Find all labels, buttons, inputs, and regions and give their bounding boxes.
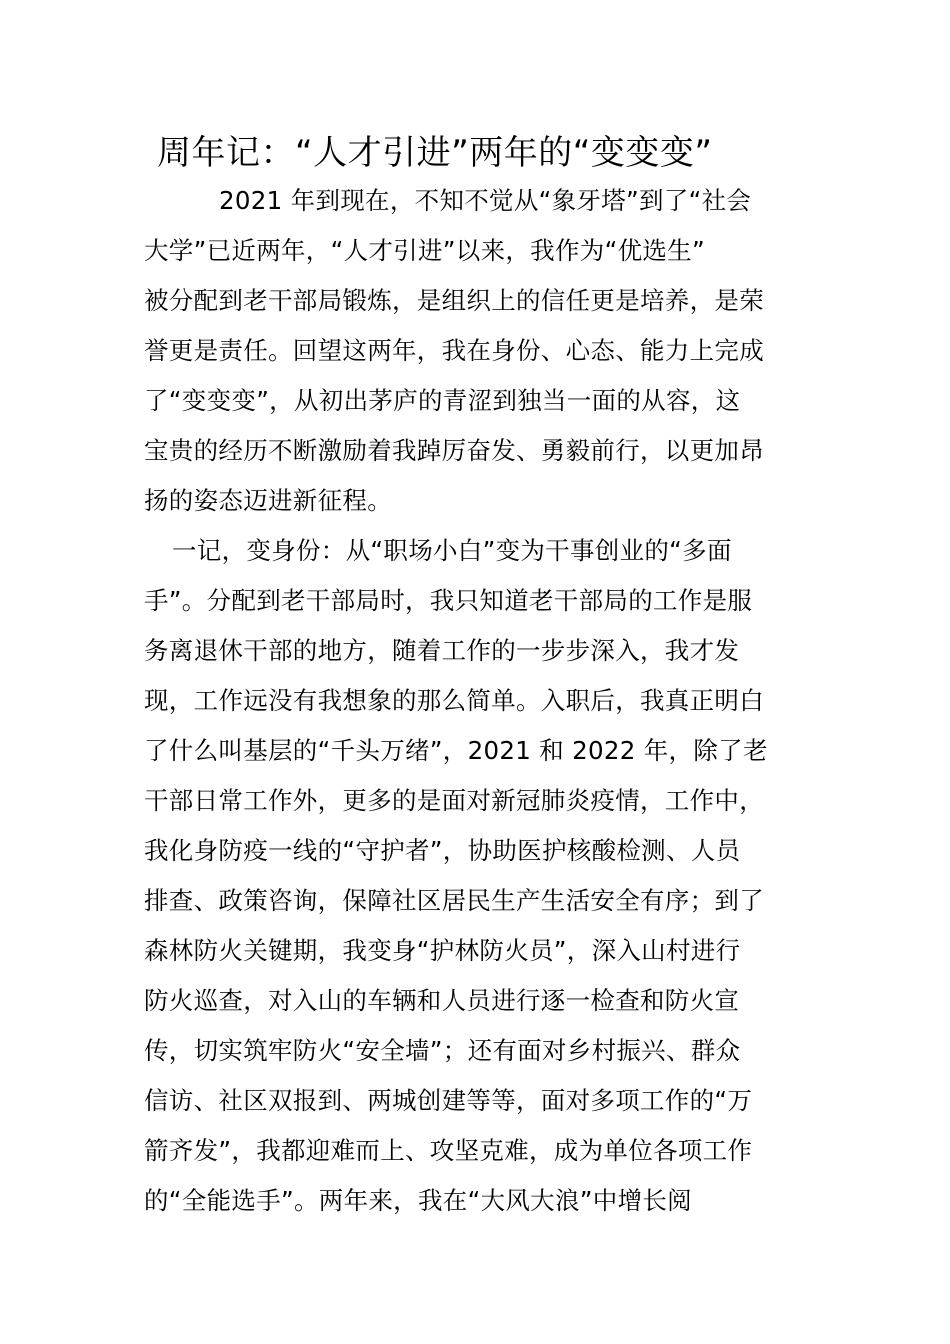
paragraph-line: 扬的姿态迈进新征程。 <box>144 486 392 515</box>
paragraph-line: 防火巡查，对入山的车辆和人员进行逐一检查和防火宣 <box>144 986 740 1015</box>
paragraph-line: 务离退休干部的地方，随着工作的一步步深入，我才发 <box>144 636 740 665</box>
paragraph-line: 大学”已近两年，“人才引进”以来，我作为“优选生” <box>144 236 705 265</box>
paragraph-line: 誉更是责任。回望这两年，我在身份、心态、能力上完成 <box>144 336 764 365</box>
paragraph-line: 传，切实筑牢防火“安全墙”；还有面对乡村振兴、群众 <box>144 1036 741 1065</box>
paragraph-line: 的“全能选手”。两年来，我在“大风大浪”中增长阅 <box>144 1186 692 1215</box>
document-title: 周年记：“人才引进”两年的“变变变” <box>157 133 713 173</box>
paragraph-line: 现，工作远没有我想象的那么简单。入职后，我真正明白 <box>144 686 764 715</box>
paragraph-line: 排查、政策咨询，保障社区居民生产生活安全有序；到了 <box>144 886 764 915</box>
paragraph-line: 我化身防疫一线的“守护者”，协助医护核酸检测、人员 <box>144 836 741 865</box>
paragraph-line: 箭齐发”，我都迎难而上、攻坚克难，成为单位各项工作 <box>144 1136 753 1165</box>
paragraph-line: 森林防火关键期，我变身“护林防火员”，深入山村进行 <box>144 936 741 965</box>
paragraph-line: 一记，变身份：从“职场小白”变为干事创业的“多面 <box>172 536 732 565</box>
paragraph-line: 手”。分配到老干部局时，我只知道老干部局的工作是服 <box>144 586 753 615</box>
paragraph-line: 宝贵的经历不断激励着我踔厉奋发、勇毅前行，以更加昂 <box>144 436 764 465</box>
paragraph-line: 信访、社区双报到、两城创建等等，面对多项工作的“万 <box>144 1086 753 1115</box>
paragraph-line: 了什么叫基层的“千头万绪”，2021 和 2022 年，除了老 <box>144 736 768 765</box>
paragraph-line: 了“变变变”，从初出茅庐的青涩到独当一面的从容，这 <box>144 386 741 415</box>
paragraph-line: 2021 年到现在，不知不觉从“象牙塔”到了“社会 <box>219 186 752 215</box>
paragraph-line: 被分配到老干部局锻炼，是组织上的信任更是培养，是荣 <box>144 286 764 315</box>
paragraph-line: 干部日常工作外，更多的是面对新冠肺炎疫情，工作中， <box>144 786 764 815</box>
